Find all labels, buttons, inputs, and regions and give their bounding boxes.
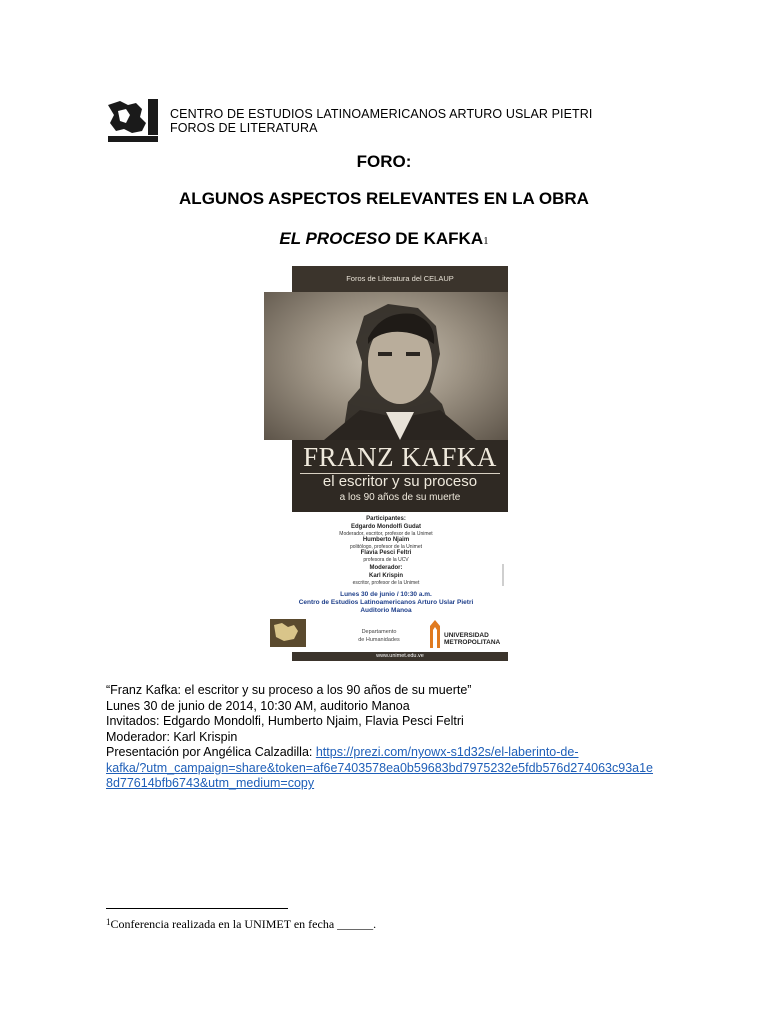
event-details — [106, 683, 653, 792]
event-poster — [264, 266, 508, 661]
event-guests: Invitados: Edgardo Mondolfi, Humberto Njaim, Flavia Pesci Feltri — [106, 714, 464, 728]
footnote-text: Conferencia realizada en la UNIMET en fecha ______. — [110, 917, 377, 931]
event-title-quote: “Franz Kafka: el escritor y su proceso a los 90 años de su muerte” — [106, 683, 472, 697]
footnote-reference: 1 — [483, 235, 489, 247]
event-moderator: Moderador: Karl Krispin — [106, 729, 238, 744]
footnote — [106, 917, 376, 932]
forum-title: FORO: — [356, 152, 412, 171]
poster-venue: Centro de Estudios Latinoamericanos Arturo Uslar Pietri — [298, 599, 474, 606]
portrait-silhouette-icon — [264, 292, 508, 440]
participant-2-role: politólogo, profesor de la Unimet — [350, 544, 422, 550]
prezi-link[interactable]: https://prezi.com/nyowx-s1d32s/el-laberinto-de- — [315, 745, 579, 759]
prezi-link-continued[interactable]: kafka/?utm_campaign=share&token=af6e7403578ea0b59683bd7975232e5fdb576d274063c93a1e — [106, 760, 654, 775]
event-date: Lunes 30 de junio de 2014, 10:30 AM, auditorio Manoa — [106, 698, 410, 713]
celaup-logo — [106, 97, 160, 143]
moderator-label: Moderador: — [369, 565, 403, 571]
participants-label: Participantes: — [366, 516, 406, 522]
participant-3-role: profesora de la UCV — [363, 557, 409, 563]
institution-name: CENTRO DE ESTUDIOS LATINOAMERICANOS ARTURO USLAR PIETRI — [170, 107, 593, 121]
work-title-italic: EL PROCESO — [279, 229, 391, 248]
university-name: UNIVERSIDAD METROPOLITANA — [444, 632, 501, 646]
poster-website: www.unimet.edu.ve — [292, 652, 508, 661]
participant-2-name: Humberto Njaim — [362, 537, 410, 543]
participant-1-name: Edgardo Mondolfi Gudat — [351, 524, 421, 530]
participant-3-name: Flavia Pesci Feltri — [360, 550, 412, 556]
department-name: Departamento de Humanidades — [358, 629, 400, 643]
poster-date: Lunes 30 de junio / 10:30 a.m. — [340, 591, 432, 598]
poster-name: FRANZ KAFKA — [303, 442, 497, 472]
work-title-rest: DE KAFKA — [390, 229, 484, 248]
presentation-line: Presentación por Angélica Calzadilla: https://prezi.com/nyowx-s1d32s/el-laberinto-de- — [106, 745, 579, 759]
work-title — [0, 229, 768, 249]
prezi-link-end[interactable]: 8d77614bfb6743&utm_medium=copy — [106, 776, 315, 790]
unimet-logo-icon — [428, 618, 442, 648]
moderator-name: Karl Krispin — [368, 573, 403, 579]
institution-header — [170, 107, 592, 135]
forum-subtitle: ALGUNOS ASPECTOS RELEVANTES EN LA OBRA — [179, 189, 589, 208]
participant-1-role: Moderador, escritor, profesor de la Unimet — [339, 531, 433, 537]
moderator-role: escritor, profesor de la Unimet — [352, 580, 420, 586]
footnote-divider — [106, 908, 288, 909]
poster-subtitle-2: a los 90 años de su muerte — [339, 492, 461, 503]
footnote-number: 1 — [106, 917, 111, 927]
poster-subtitle-1: el escritor y su proceso — [322, 473, 478, 490]
celaup-small-logo — [270, 619, 306, 647]
forum-series: FOROS DE LITERATURA — [170, 121, 318, 135]
poster-room: Auditorio Manoa — [360, 607, 412, 614]
kafka-portrait — [264, 292, 508, 440]
poster-banner: Foros de Literatura del CELAUP — [292, 266, 508, 292]
